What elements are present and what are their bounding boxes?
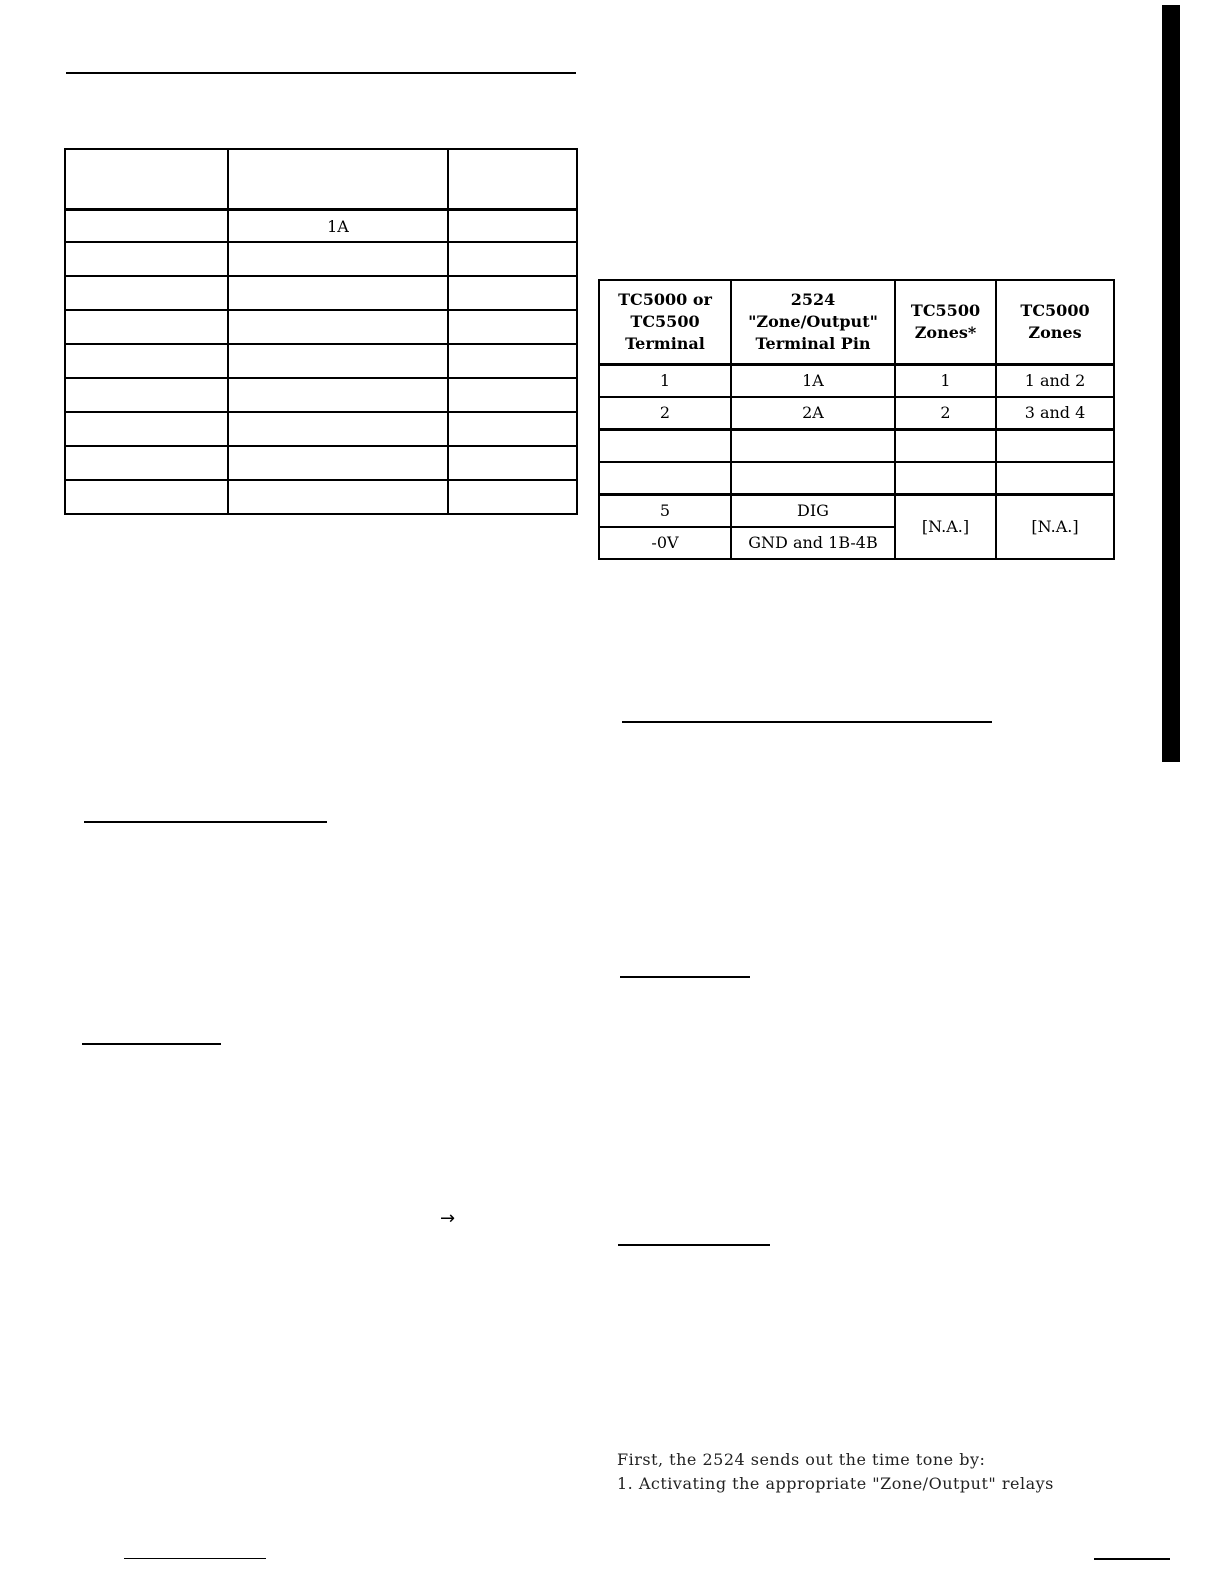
table-row [599,462,1114,495]
table-cell: 1 [895,365,996,398]
table-cell [448,210,577,243]
table-header-row [599,280,1114,365]
table-row [65,242,577,276]
header-cell [65,149,228,210]
table-cell [731,430,895,463]
table-cell: 1A [228,210,448,243]
table-cell [228,242,448,276]
table-row [65,344,577,378]
table-row [599,397,1114,430]
table-cell [996,430,1114,463]
table-row [65,446,577,480]
heading-rule-top-left [66,72,576,74]
table-cell [65,378,228,412]
table-cell [65,310,228,344]
table-header-row [65,149,577,210]
table-cell [448,242,577,276]
header-terminal: TC5000 or TC5500 Terminal [599,280,731,365]
table-cell [996,462,1114,495]
table-cell [895,462,996,495]
table-cell [65,242,228,276]
table-cell: -0V [599,527,731,559]
left-wiring-table [64,148,578,515]
table-cell [65,276,228,310]
header-tc5500-zones: TC5500 Zones* [895,280,996,365]
header-cell [228,149,448,210]
table-cell: 2 [599,397,731,430]
table-cell [895,430,996,463]
table-cell: DIG [731,495,895,528]
footer-rule-left [124,1558,266,1559]
table-row [65,276,577,310]
table-cell: 2A [731,397,895,430]
table-cell: 1 and 2 [996,365,1114,398]
heading-rule-left-2 [82,1043,221,1045]
body-text-line: First, the 2524 sends out the time tone by: [617,1450,986,1469]
table-cell: 3 and 4 [996,397,1114,430]
table-cell [448,378,577,412]
table-cell [228,446,448,480]
table-cell [599,462,731,495]
heading-rule-right-2 [620,976,750,978]
terminal-zone-table [598,279,1115,560]
table-cell [731,462,895,495]
table-cell [65,480,228,514]
table-cell: 1 [599,365,731,398]
table-row [65,310,577,344]
page-edge-tab [1162,5,1180,762]
table-cell [65,446,228,480]
table-cell: 5 [599,495,731,528]
table-cell [65,412,228,446]
arrow-icon: → [440,1208,456,1229]
body-text-line: 1. Activating the appropriate "Zone/Output" relays [617,1474,1054,1493]
table-row [599,430,1114,463]
table-cell [228,412,448,446]
table-row [65,210,577,243]
table-cell [448,310,577,344]
table-cell [599,430,731,463]
table-row [599,495,1114,528]
table-cell [228,344,448,378]
table-cell [448,276,577,310]
header-terminal-pin: 2524 "Zone/Output" Terminal Pin [731,280,895,365]
merged-cell-tc5500: [N.A.] [895,495,996,560]
table-row [65,412,577,446]
table-cell: 1A [731,365,895,398]
table-cell [228,480,448,514]
footer-rule-right [1094,1558,1170,1560]
heading-rule-left-1 [84,821,327,823]
table-row [65,378,577,412]
table-cell [65,210,228,243]
merged-cell-tc5000: [N.A.] [996,495,1114,560]
table-cell [448,446,577,480]
table-cell [448,480,577,514]
table-cell: GND and 1B-4B [731,527,895,559]
heading-rule-right-3 [618,1244,770,1246]
table-cell: 2 [895,397,996,430]
table-cell [448,344,577,378]
heading-rule-right-1 [622,721,992,723]
table-cell [65,344,228,378]
table-cell [228,378,448,412]
table-row [65,480,577,514]
table-cell [228,310,448,344]
header-tc5000-zones: TC5000 Zones [996,280,1114,365]
table-cell [228,276,448,310]
table-row [599,365,1114,398]
header-cell [448,149,577,210]
table-cell [448,412,577,446]
